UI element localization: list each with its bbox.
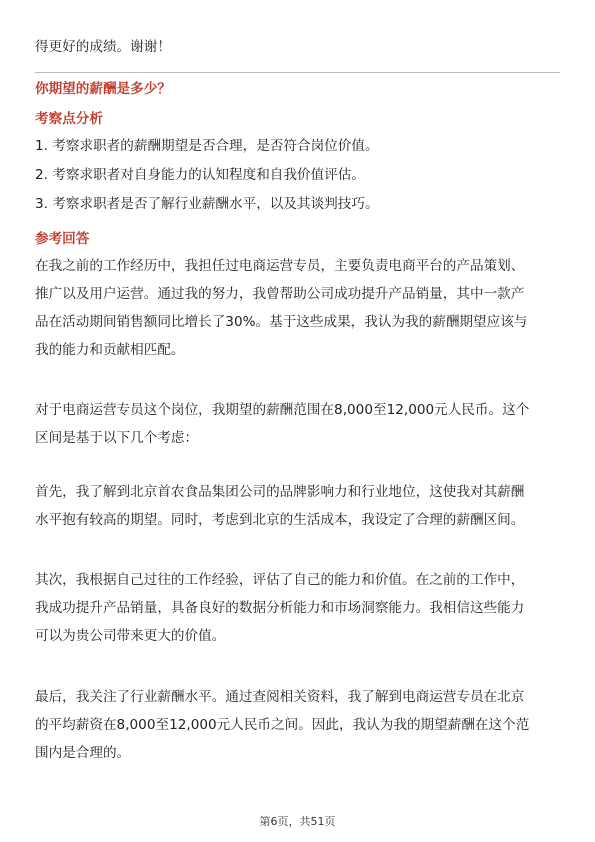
answer-paragraph (35, 252, 560, 364)
answer-paragraph (35, 566, 560, 650)
question-title: 你期望的薪酬是多少？ (35, 81, 171, 97)
analysis-item: 3. 考察求职者是否了解行业薪酬水平，以及其谈判技巧。 (35, 196, 379, 212)
paragraph-line: 的平均薪资在8,000至12,000元人民币之间。因此，我认为我的期望薪酬在这个范 (35, 717, 530, 733)
paragraph-line: 品在活动期间销售额同比增长了30%。基于这些成果，我认为我的薪酬期望应该与 (35, 314, 528, 330)
analysis-item: 2. 考察求职者对自身能力的认知程度和自我价值评估。 (35, 167, 365, 183)
paragraph-line: 水平抱有较高的期望。同时，考虑到北京的生活成本，我设定了合理的薪酬区间。 (35, 512, 525, 528)
answer-paragraph (35, 478, 560, 534)
paragraph-line: 我的能力和贡献相匹配。 (35, 342, 185, 358)
analysis-title: 考察点分析 (35, 111, 103, 127)
paragraph-line: 其次，我根据自己过往的工作经验，评估了自己的能力和价值。在之前的工作中， (35, 572, 525, 588)
answer-title: 参考回答 (35, 231, 90, 247)
page-number: 第6页，共51页 (259, 815, 336, 828)
paragraph-line: 首先，我了解到北京首农食品集团公司的品牌影响力和行业地位，这使我对其薪酬 (35, 484, 525, 500)
paragraph-line: 对于电商运营专员这个岗位，我期望的薪酬范围在8,000至12,000元人民币。这个 (35, 402, 530, 418)
section-divider (35, 72, 560, 73)
paragraph-line: 最后，我关注了行业薪酬水平。通过查阅相关资料，我了解到电商运营专员在北京 (35, 689, 525, 705)
paragraph-line: 区间是基于以下几个考虑： (35, 430, 199, 446)
paragraph-line: 在我之前的工作经历中，我担任过电商运营专员，主要负责电商平台的产品策划、 (35, 258, 525, 274)
answer-paragraph (35, 396, 560, 452)
paragraph-line: 可以为贵公司带来更大的价值。 (35, 628, 226, 644)
paragraph-line: 我成功提升产品销量，具备良好的数据分析能力和市场洞察能力。我相信这些能力 (35, 600, 525, 616)
paragraph-line: 推广以及用户运营。通过我的努力，我曾帮助公司成功提升产品销量，其中一款产 (35, 286, 525, 302)
paragraph-line: 围内是合理的。 (35, 745, 131, 761)
continued-text: 得更好的成绩。谢谢！ (35, 39, 171, 55)
analysis-item: 1. 考察求职者的薪酬期望是否合理，是否符合岗位价值。 (35, 138, 379, 154)
answer-paragraph (35, 683, 560, 767)
